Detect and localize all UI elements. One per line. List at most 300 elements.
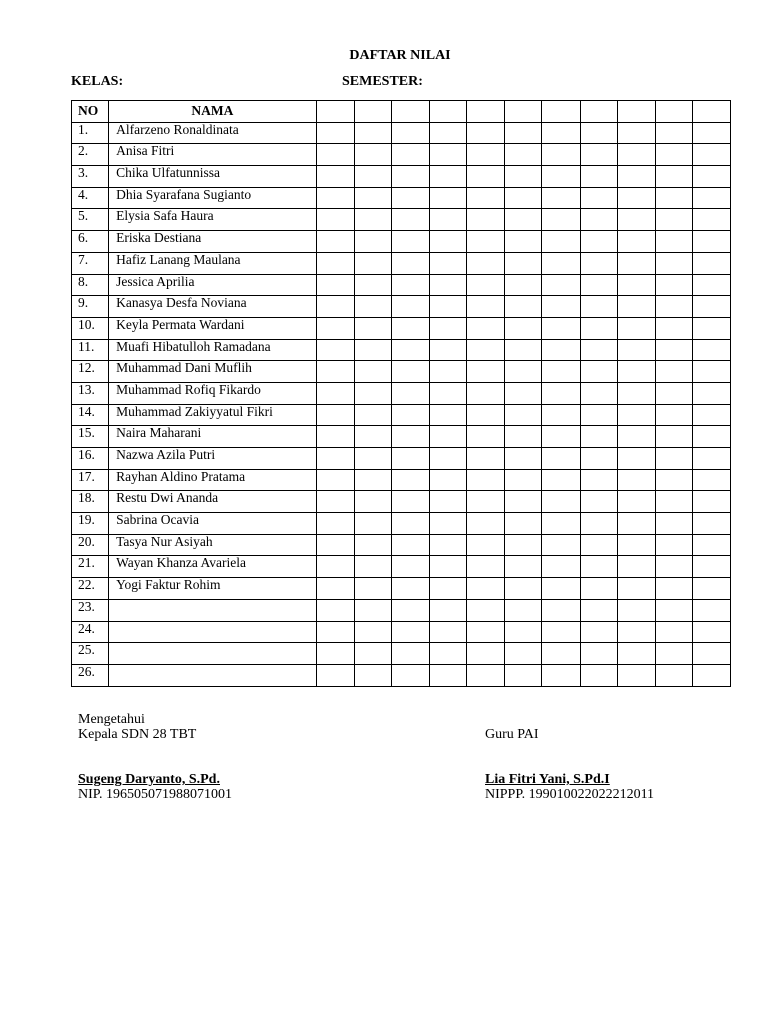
score-cell[interactable] [430,317,467,339]
score-cell[interactable] [467,209,505,231]
score-cell[interactable] [391,643,429,665]
score-cell[interactable] [542,252,580,274]
score-cell[interactable] [617,534,655,556]
score-cell[interactable] [580,556,617,578]
score-cell[interactable] [354,166,391,188]
student-name: Naira Maharani [109,426,317,448]
score-cell[interactable] [617,361,655,383]
score-cell[interactable] [430,339,467,361]
score-cell[interactable] [430,361,467,383]
score-cell[interactable] [430,187,467,209]
score-cell[interactable] [430,664,467,686]
score-cell[interactable] [542,513,580,535]
score-cell[interactable] [505,599,542,621]
score-cell[interactable] [655,556,692,578]
score-cell[interactable] [391,382,429,404]
score-cell[interactable] [692,404,730,426]
score-cell[interactable] [430,209,467,231]
score-cell[interactable] [580,599,617,621]
score-cell[interactable] [655,317,692,339]
score-cell[interactable] [467,513,505,535]
score-cell[interactable] [617,296,655,318]
score-cell[interactable] [505,361,542,383]
score-cell[interactable] [692,426,730,448]
score-cell[interactable] [391,209,429,231]
score-cell[interactable] [580,231,617,253]
score-cell[interactable] [467,578,505,600]
score-cell[interactable] [655,513,692,535]
score-cell[interactable] [505,209,542,231]
score-cell[interactable] [467,643,505,665]
score-cell[interactable] [542,296,580,318]
score-cell[interactable] [430,122,467,144]
score-cell[interactable] [580,664,617,686]
score-cell[interactable] [542,339,580,361]
score-cell[interactable] [655,664,692,686]
score-cell[interactable] [542,231,580,253]
score-cell[interactable] [316,448,354,470]
score-cell[interactable] [316,361,354,383]
score-cell[interactable] [617,404,655,426]
score-cell[interactable] [467,621,505,643]
score-cell[interactable] [505,578,542,600]
table-row [72,426,731,448]
score-cell[interactable] [391,469,429,491]
score-cell[interactable] [655,643,692,665]
score-cell[interactable] [655,122,692,144]
score-cell[interactable] [316,274,354,296]
score-cell[interactable] [542,664,580,686]
score-cell[interactable] [655,469,692,491]
score-cell[interactable] [580,578,617,600]
score-cell[interactable] [467,274,505,296]
score-cell[interactable] [580,469,617,491]
score-cell[interactable] [542,469,580,491]
score-cell[interactable] [430,621,467,643]
score-cell[interactable] [655,144,692,166]
score-cell[interactable] [655,274,692,296]
row-number: 15. [72,426,109,448]
score-cell[interactable] [391,404,429,426]
score-cell[interactable] [391,187,429,209]
score-cell[interactable] [391,664,429,686]
score-cell[interactable] [655,166,692,188]
score-cell[interactable] [316,578,354,600]
score-cell[interactable] [391,556,429,578]
score-cell[interactable] [354,361,391,383]
score-cell[interactable] [580,339,617,361]
score-cell[interactable] [505,556,542,578]
score-cell[interactable] [354,491,391,513]
score-cell[interactable] [655,621,692,643]
student-name: Muhammad Dani Muflih [109,361,317,383]
score-cell[interactable] [542,361,580,383]
score-cell[interactable] [316,339,354,361]
score-cell[interactable] [430,296,467,318]
score-cell[interactable] [391,144,429,166]
score-cell[interactable] [692,513,730,535]
score-cell[interactable] [692,643,730,665]
score-cell[interactable] [467,404,505,426]
score-cell[interactable] [430,599,467,621]
score-cell[interactable] [354,448,391,470]
score-cell[interactable] [692,252,730,274]
score-cell[interactable] [542,491,580,513]
score-cell[interactable] [542,556,580,578]
score-cell[interactable] [617,556,655,578]
score-cell[interactable] [542,578,580,600]
score-cell[interactable] [430,643,467,665]
score-cell[interactable] [580,274,617,296]
score-cell[interactable] [316,513,354,535]
score-cell[interactable] [505,643,542,665]
score-cell[interactable] [580,534,617,556]
score-cell[interactable] [391,296,429,318]
score-cell[interactable] [505,317,542,339]
score-cell[interactable] [354,599,391,621]
score-cell[interactable] [467,296,505,318]
score-cell[interactable] [467,144,505,166]
score-cell[interactable] [542,274,580,296]
score-cell[interactable] [391,361,429,383]
score-cell[interactable] [542,317,580,339]
score-cell[interactable] [580,122,617,144]
score-cell[interactable] [617,621,655,643]
score-cell[interactable] [391,339,429,361]
row-number: 11. [72,339,109,361]
score-cell[interactable] [692,382,730,404]
score-cell[interactable] [467,231,505,253]
score-cell[interactable] [617,144,655,166]
score-cell[interactable] [316,252,354,274]
score-cell[interactable] [467,252,505,274]
score-cell[interactable] [617,231,655,253]
score-cell[interactable] [354,144,391,166]
score-cell[interactable] [580,296,617,318]
row-number: 7. [72,252,109,274]
score-cell[interactable] [692,361,730,383]
score-cell[interactable] [505,448,542,470]
score-cell[interactable] [467,339,505,361]
score-cell[interactable] [354,556,391,578]
score-cell[interactable] [430,491,467,513]
score-cell[interactable] [580,426,617,448]
score-cell[interactable] [316,296,354,318]
score-cell[interactable] [505,534,542,556]
score-cell[interactable] [580,317,617,339]
score-cell[interactable] [354,252,391,274]
score-cell[interactable] [542,122,580,144]
score-cell[interactable] [354,339,391,361]
score-cell[interactable] [467,469,505,491]
score-cell[interactable] [505,231,542,253]
score-cell[interactable] [430,448,467,470]
score-cell[interactable] [655,361,692,383]
score-cell[interactable] [505,404,542,426]
table-row [72,621,731,643]
score-cell[interactable] [617,274,655,296]
table-row [72,122,731,144]
score-cell[interactable] [617,643,655,665]
score-cell[interactable] [692,664,730,686]
score-cell[interactable] [430,513,467,535]
score-cell[interactable] [505,339,542,361]
score-cell[interactable] [505,426,542,448]
score-cell[interactable] [617,599,655,621]
score-cell[interactable] [580,209,617,231]
score-cell[interactable] [580,144,617,166]
score-cell[interactable] [391,513,429,535]
score-cell[interactable] [692,469,730,491]
score-cell[interactable] [430,274,467,296]
score-cell[interactable] [655,187,692,209]
score-cell[interactable] [316,664,354,686]
score-cell[interactable] [391,274,429,296]
score-cell[interactable] [617,252,655,274]
score-cell[interactable] [692,296,730,318]
score-cell[interactable] [430,252,467,274]
score-cell[interactable] [580,252,617,274]
score-cell[interactable] [655,296,692,318]
score-cell[interactable] [542,404,580,426]
score-cell[interactable] [692,491,730,513]
score-cell[interactable] [617,166,655,188]
score-cell[interactable] [505,621,542,643]
score-cell[interactable] [467,599,505,621]
student-name: Chika Ulfatunnissa [109,166,317,188]
score-cell[interactable] [354,209,391,231]
score-cell[interactable] [391,166,429,188]
score-cell[interactable] [316,382,354,404]
score-cell[interactable] [617,382,655,404]
score-cell[interactable] [430,556,467,578]
score-cell[interactable] [430,144,467,166]
score-cell[interactable] [617,491,655,513]
score-cell[interactable] [617,513,655,535]
score-cell[interactable] [316,469,354,491]
student-name [109,643,317,665]
score-cell[interactable] [354,469,391,491]
score-cell[interactable] [316,534,354,556]
score-cell[interactable] [467,426,505,448]
score-cell[interactable] [505,166,542,188]
score-cell[interactable] [467,534,505,556]
row-number: 9. [72,296,109,318]
score-cell[interactable] [354,317,391,339]
student-name: Wayan Khanza Avariela [109,556,317,578]
score-cell[interactable] [655,252,692,274]
score-cell[interactable] [580,643,617,665]
score-cell[interactable] [692,599,730,621]
score-cell[interactable] [580,382,617,404]
score-cell[interactable] [391,491,429,513]
score-cell[interactable] [580,166,617,188]
score-cell[interactable] [617,209,655,231]
score-cell[interactable] [391,578,429,600]
score-cell[interactable] [316,317,354,339]
score-cell[interactable] [505,469,542,491]
score-cell[interactable] [542,621,580,643]
score-cell[interactable] [467,361,505,383]
score-cell[interactable] [354,513,391,535]
score-cell[interactable] [655,404,692,426]
score-cell[interactable] [391,448,429,470]
score-cell[interactable] [542,534,580,556]
score-cell[interactable] [316,122,354,144]
score-cell[interactable] [316,621,354,643]
score-cell[interactable] [316,231,354,253]
score-cell[interactable] [391,426,429,448]
score-cell[interactable] [430,382,467,404]
score-cell[interactable] [430,166,467,188]
score-cell[interactable] [655,382,692,404]
score-cell[interactable] [430,469,467,491]
score-cell[interactable] [467,187,505,209]
score-cell[interactable] [542,448,580,470]
score-cell[interactable] [692,274,730,296]
score-cell[interactable] [655,599,692,621]
score-cell[interactable] [617,448,655,470]
score-cell[interactable] [692,209,730,231]
score-cell[interactable] [316,404,354,426]
score-cell[interactable] [354,534,391,556]
score-cell[interactable] [617,578,655,600]
score-cell[interactable] [354,426,391,448]
score-cell[interactable] [655,491,692,513]
score-cell[interactable] [430,404,467,426]
score-cell[interactable] [655,578,692,600]
score-cell[interactable] [391,599,429,621]
score-cell[interactable] [354,296,391,318]
score-cell[interactable] [692,166,730,188]
score-cell[interactable] [655,339,692,361]
score-cell[interactable] [542,382,580,404]
score-cell[interactable] [617,664,655,686]
score-cell[interactable] [354,664,391,686]
score-cell[interactable] [316,144,354,166]
score-cell[interactable] [580,513,617,535]
score-cell[interactable] [505,144,542,166]
score-cell[interactable] [316,491,354,513]
score-cell[interactable] [430,231,467,253]
score-cell[interactable] [655,426,692,448]
score-cell[interactable] [617,317,655,339]
score-cell[interactable] [467,317,505,339]
score-cell[interactable] [467,556,505,578]
score-cell[interactable] [505,491,542,513]
score-cell[interactable] [316,187,354,209]
score-cell[interactable] [692,317,730,339]
score-cell[interactable] [430,426,467,448]
score-cell[interactable] [354,643,391,665]
score-cell[interactable] [354,122,391,144]
score-cell[interactable] [692,187,730,209]
score-cell[interactable] [655,534,692,556]
score-cell[interactable] [430,534,467,556]
student-name: Kanasya Desfa Noviana [109,296,317,318]
score-cell[interactable] [580,448,617,470]
score-cell[interactable] [505,513,542,535]
score-cell[interactable] [692,122,730,144]
score-cell[interactable] [505,296,542,318]
score-cell[interactable] [354,621,391,643]
score-cell[interactable] [316,209,354,231]
score-cell[interactable] [467,448,505,470]
score-cell[interactable] [692,231,730,253]
score-cell[interactable] [316,599,354,621]
score-cell[interactable] [692,534,730,556]
score-cell[interactable] [692,556,730,578]
score-cell[interactable] [505,274,542,296]
score-cell[interactable] [692,578,730,600]
score-cell[interactable] [617,426,655,448]
score-cell[interactable] [580,187,617,209]
score-cell[interactable] [542,426,580,448]
score-cell[interactable] [505,664,542,686]
score-cell[interactable] [505,187,542,209]
score-cell[interactable] [580,361,617,383]
score-cell[interactable] [316,166,354,188]
score-cell[interactable] [655,209,692,231]
score-cell[interactable] [354,187,391,209]
score-cell[interactable] [580,404,617,426]
score-cell[interactable] [505,122,542,144]
score-cell[interactable] [542,166,580,188]
score-cell[interactable] [391,621,429,643]
score-cell[interactable] [542,144,580,166]
score-cell[interactable] [505,252,542,274]
score-cell[interactable] [467,166,505,188]
row-number: 21. [72,556,109,578]
score-cell[interactable] [542,187,580,209]
score-cell[interactable] [467,382,505,404]
score-cell[interactable] [467,491,505,513]
score-cell[interactable] [467,122,505,144]
score-cell[interactable] [692,621,730,643]
score-cell[interactable] [542,209,580,231]
score-cell[interactable] [391,122,429,144]
score-cell[interactable] [542,643,580,665]
score-cell[interactable] [617,122,655,144]
score-cell[interactable] [391,317,429,339]
score-cell[interactable] [505,382,542,404]
score-cell[interactable] [617,187,655,209]
score-cell[interactable] [354,404,391,426]
score-cell[interactable] [316,426,354,448]
score-cell[interactable] [580,491,617,513]
score-cell[interactable] [354,578,391,600]
score-cell[interactable] [430,578,467,600]
score-cell[interactable] [692,448,730,470]
score-cell[interactable] [354,274,391,296]
score-cell[interactable] [316,643,354,665]
score-cell[interactable] [354,231,391,253]
score-cell[interactable] [580,621,617,643]
score-cell[interactable] [692,144,730,166]
score-cell[interactable] [617,339,655,361]
score-cell[interactable] [542,599,580,621]
score-cell[interactable] [467,664,505,686]
score-cell[interactable] [391,252,429,274]
score-cell[interactable] [617,469,655,491]
score-cell[interactable] [655,231,692,253]
score-cell[interactable] [316,556,354,578]
score-cell[interactable] [655,448,692,470]
score-cell[interactable] [354,382,391,404]
score-cell[interactable] [391,231,429,253]
score-cell[interactable] [692,339,730,361]
score-cell[interactable] [391,534,429,556]
